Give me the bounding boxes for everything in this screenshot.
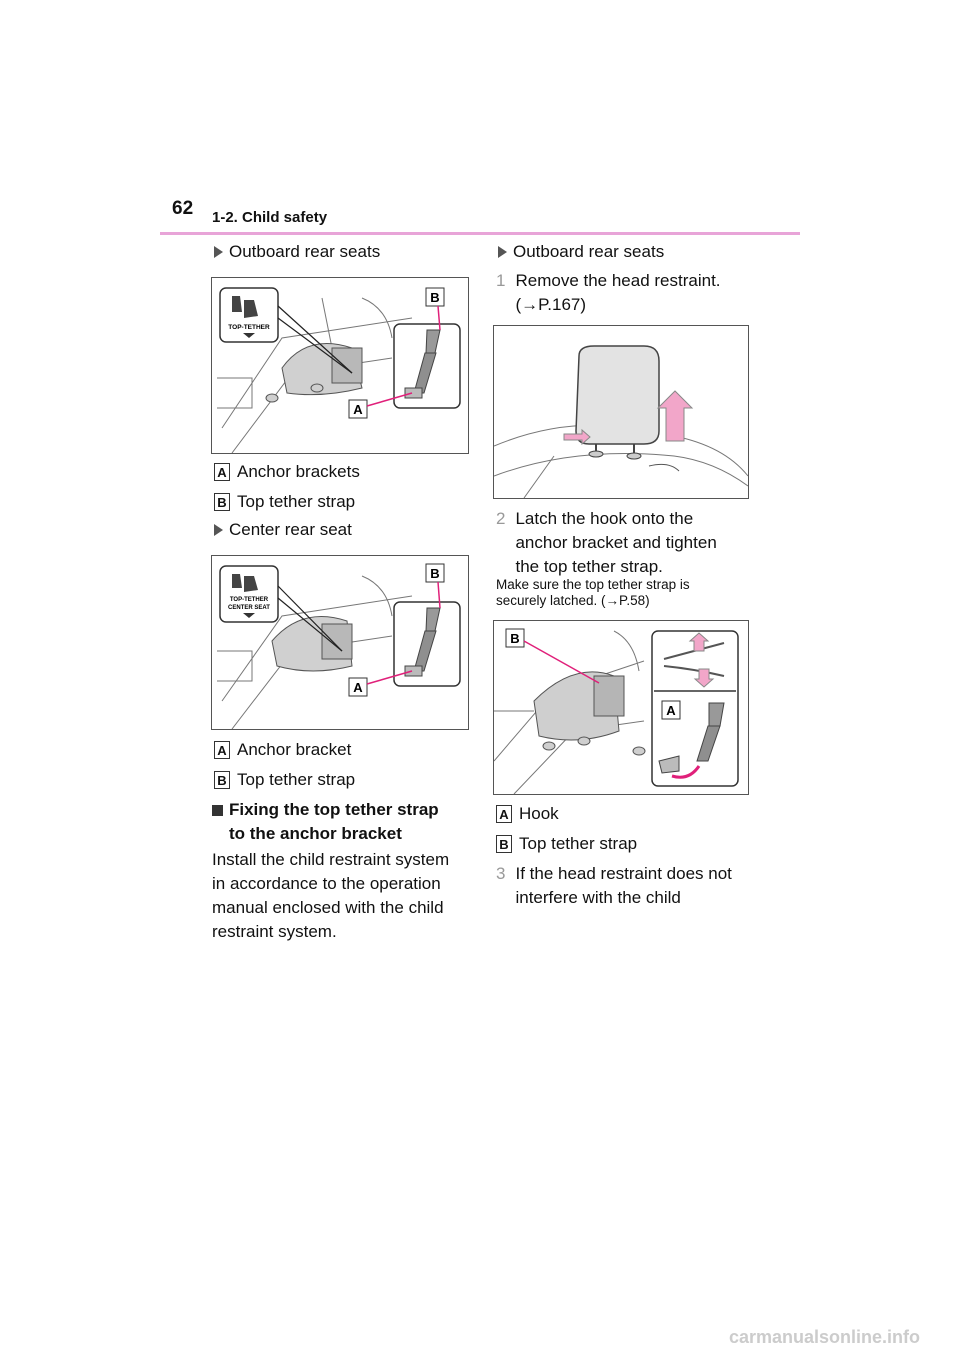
figure-center-anchor-bracket xyxy=(211,555,469,730)
left-outboard-heading: Outboard rear seats xyxy=(214,242,380,262)
callout-a: A xyxy=(353,680,363,695)
step-2: 2 Latch the hook onto the anchor bracket and tighten the top tether strap. xyxy=(496,509,717,576)
legend-item: A Anchor bracket xyxy=(214,740,351,760)
figure-outboard-anchor-brackets xyxy=(211,277,469,454)
triangle-bullet-icon xyxy=(498,246,507,258)
triangle-bullet-icon xyxy=(214,246,223,258)
right-outboard-heading: Outboard rear seats xyxy=(498,242,664,262)
legend-item: B Top tether strap xyxy=(214,770,355,790)
page-reference-link[interactable]: (→P.167) xyxy=(515,295,587,314)
pictogram-label-line1: TOP-TETHER xyxy=(229,597,269,603)
legend-item: A Anchor brackets xyxy=(214,462,360,482)
step-3: 3 If the head restraint does not interfere with the child xyxy=(496,864,732,907)
body-paragraph: Install the child restraint system in accordance to the operation manual enclosed with the child restraint system. xyxy=(212,850,450,941)
square-bullet-icon xyxy=(212,805,223,816)
callout-b: B xyxy=(430,566,440,581)
left-center-heading: Center rear seat xyxy=(214,520,352,540)
pictogram-label: TOP-TETHER xyxy=(228,324,270,331)
legend-item: B Top tether strap xyxy=(496,834,637,854)
page-number: 62 xyxy=(172,198,194,219)
section-title: 1-2. Child safety xyxy=(212,209,328,226)
subheading: Fixing the top tether strap to the anchor bracket xyxy=(212,798,439,846)
note-text: Make sure the top tether strap is securely latched. (→P.58) xyxy=(496,577,690,608)
figure-hook-latch xyxy=(493,620,749,795)
callout-a: A xyxy=(666,703,676,718)
step-1: 1 Remove the head restraint. (→P.167) xyxy=(496,271,721,314)
legend-item: A Hook xyxy=(496,804,559,824)
callout-b: B xyxy=(510,631,520,646)
header-rule xyxy=(160,232,800,235)
callout-b: B xyxy=(430,290,440,305)
pictogram-label-line2: CENTER SEAT xyxy=(228,605,270,611)
figure-head-restraint xyxy=(493,325,749,499)
callout-a: A xyxy=(353,402,363,417)
watermark-text: carmanualsonline.info xyxy=(728,1327,920,1347)
triangle-bullet-icon xyxy=(214,524,223,536)
legend-item: B Top tether strap xyxy=(214,492,355,512)
